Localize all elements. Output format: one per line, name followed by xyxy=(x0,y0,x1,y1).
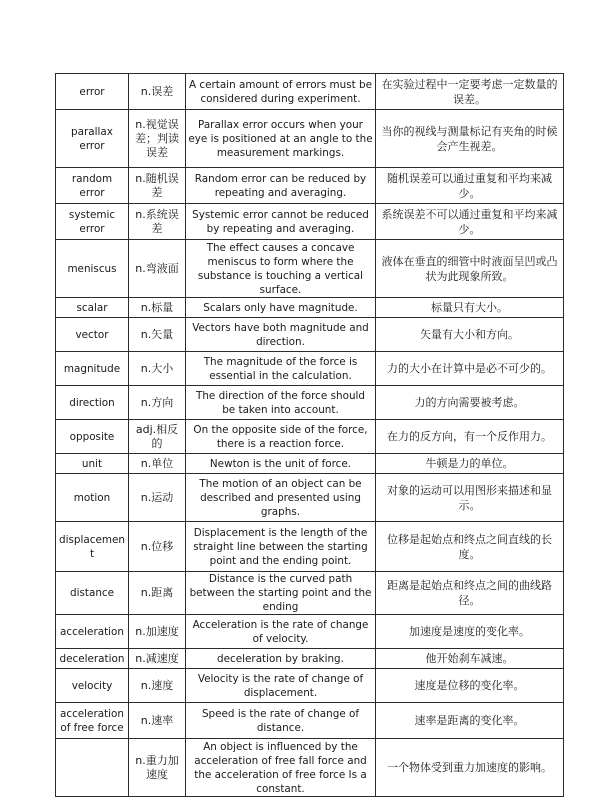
table-row xyxy=(56,298,564,318)
part-of-speech-cell: n.重力加速度 xyxy=(129,739,186,797)
term-cell: error xyxy=(56,74,129,110)
translation-cell: 速度是位移的变化率。 xyxy=(376,669,564,703)
example-sentence-cell: Speed is the rate of change of distance. xyxy=(186,703,376,739)
vocabulary-table xyxy=(55,73,564,797)
term-cell: displacement xyxy=(56,522,129,572)
part-of-speech-cell: n.单位 xyxy=(129,454,186,474)
part-of-speech-cell: n.加速度 xyxy=(129,615,186,649)
term-cell: random error xyxy=(56,168,129,204)
table-row xyxy=(56,615,564,649)
table-row xyxy=(56,204,564,240)
example-sentence-cell: Displacement is the length of the straight line between the starting point and the ending point. xyxy=(186,522,376,572)
table-row xyxy=(56,240,564,298)
example-sentence-cell: On the opposite side of the force, there is a reaction force. xyxy=(186,420,376,454)
translation-cell: 他开始刹车减速。 xyxy=(376,649,564,669)
translation-cell: 位移是起始点和终点之间直线的长度。 xyxy=(376,522,564,572)
part-of-speech-cell: n.减速度 xyxy=(129,649,186,669)
term-cell: scalar xyxy=(56,298,129,318)
translation-cell: 标量只有大小。 xyxy=(376,298,564,318)
part-of-speech-cell: n.速度 xyxy=(129,669,186,703)
translation-cell: 系统误差不可以通过重复和平均来减少。 xyxy=(376,204,564,240)
example-sentence-cell: The magnitude of the force is essential in the calculation. xyxy=(186,352,376,386)
translation-cell: 力的大小在计算中是必不可少的。 xyxy=(376,352,564,386)
example-sentence-cell: The direction of the force should be taken into account. xyxy=(186,386,376,420)
table-row xyxy=(56,649,564,669)
table-row xyxy=(56,352,564,386)
example-sentence-cell: deceleration by braking. xyxy=(186,649,376,669)
example-sentence-cell: Acceleration is the rate of change of velocity. xyxy=(186,615,376,649)
example-sentence-cell: Vectors have both magnitude and direction. xyxy=(186,318,376,352)
term-cell: vector xyxy=(56,318,129,352)
table-row xyxy=(56,110,564,168)
translation-cell: 力的方向需要被考虑。 xyxy=(376,386,564,420)
table-row xyxy=(56,318,564,352)
part-of-speech-cell: n.大小 xyxy=(129,352,186,386)
translation-cell: 液体在垂直的细管中时液面呈凹或凸状为此现象所致。 xyxy=(376,240,564,298)
part-of-speech-cell: n.方向 xyxy=(129,386,186,420)
table-row xyxy=(56,386,564,420)
part-of-speech-cell: n.矢量 xyxy=(129,318,186,352)
part-of-speech-cell: n.速率 xyxy=(129,703,186,739)
term-cell: deceleration xyxy=(56,649,129,669)
part-of-speech-cell: n.标量 xyxy=(129,298,186,318)
part-of-speech-cell: n.随机误差 xyxy=(129,168,186,204)
translation-cell: 牛顿是力的单位。 xyxy=(376,454,564,474)
part-of-speech-cell: n.距离 xyxy=(129,572,186,615)
translation-cell: 速率是距离的变化率。 xyxy=(376,703,564,739)
term-cell: distance xyxy=(56,572,129,615)
table-row xyxy=(56,703,564,739)
table-row xyxy=(56,669,564,703)
translation-cell: 在力的反方向，有一个反作用力。 xyxy=(376,420,564,454)
example-sentence-cell: The effect causes a concave meniscus to form where the substance is touching a vertical surface. xyxy=(186,240,376,298)
term-cell xyxy=(56,739,129,797)
term-cell: acceleration xyxy=(56,615,129,649)
translation-cell: 随机误差可以通过重复和平均来减少。 xyxy=(376,168,564,204)
translation-cell: 当你的视线与测量标记有夹角的时候会产生视差。 xyxy=(376,110,564,168)
example-sentence-cell: Systemic error cannot be reduced by repeating and averaging. xyxy=(186,204,376,240)
table-row xyxy=(56,739,564,797)
example-sentence-cell: Parallax error occurs when your eye is positioned at an angle to the measurement markings. xyxy=(186,110,376,168)
part-of-speech-cell: n.视觉误差；判读误差 xyxy=(129,110,186,168)
translation-cell: 在实验过程中一定要考虑一定数量的误差。 xyxy=(376,74,564,110)
term-cell: motion xyxy=(56,474,129,522)
example-sentence-cell: Newton is the unit of force. xyxy=(186,454,376,474)
table-row xyxy=(56,168,564,204)
term-cell: velocity xyxy=(56,669,129,703)
table-row xyxy=(56,454,564,474)
translation-cell: 矢量有大小和方向。 xyxy=(376,318,564,352)
term-cell: parallax error xyxy=(56,110,129,168)
example-sentence-cell: Scalars only have magnitude. xyxy=(186,298,376,318)
part-of-speech-cell: n.系统误差 xyxy=(129,204,186,240)
translation-cell: 加速度是速度的变化率。 xyxy=(376,615,564,649)
example-sentence-cell: The motion of an object can be described and presented using graphs. xyxy=(186,474,376,522)
part-of-speech-cell: n.位移 xyxy=(129,522,186,572)
term-cell: opposite xyxy=(56,420,129,454)
term-cell: acceleration of free force xyxy=(56,703,129,739)
example-sentence-cell: Distance is the curved path between the starting point and the ending xyxy=(186,572,376,615)
table-row xyxy=(56,420,564,454)
term-cell: meniscus xyxy=(56,240,129,298)
part-of-speech-cell: n.运动 xyxy=(129,474,186,522)
translation-cell: 一个物体受到重力加速度的影响。 xyxy=(376,739,564,797)
example-sentence-cell: Velocity is the rate of change of displacement. xyxy=(186,669,376,703)
vocabulary-table-body xyxy=(56,74,564,797)
term-cell: direction xyxy=(56,386,129,420)
table-row xyxy=(56,572,564,615)
part-of-speech-cell: n.弯液面 xyxy=(129,240,186,298)
part-of-speech-cell: adj.相反的 xyxy=(129,420,186,454)
part-of-speech-cell: n.误差 xyxy=(129,74,186,110)
translation-cell: 距离是起始点和终点之间的曲线路径。 xyxy=(376,572,564,615)
term-cell: systemic error xyxy=(56,204,129,240)
term-cell: magnitude xyxy=(56,352,129,386)
example-sentence-cell: An object is influenced by the acceleration of free fall force and the acceleration of free force Is a constant. xyxy=(186,739,376,797)
example-sentence-cell: Random error can be reduced by repeating and averaging. xyxy=(186,168,376,204)
translation-cell: 对象的运动可以用图形来描述和显示。 xyxy=(376,474,564,522)
table-row xyxy=(56,74,564,110)
table-row xyxy=(56,522,564,572)
example-sentence-cell: A certain amount of errors must be considered during experiment. xyxy=(186,74,376,110)
term-cell: unit xyxy=(56,454,129,474)
table-row xyxy=(56,474,564,522)
